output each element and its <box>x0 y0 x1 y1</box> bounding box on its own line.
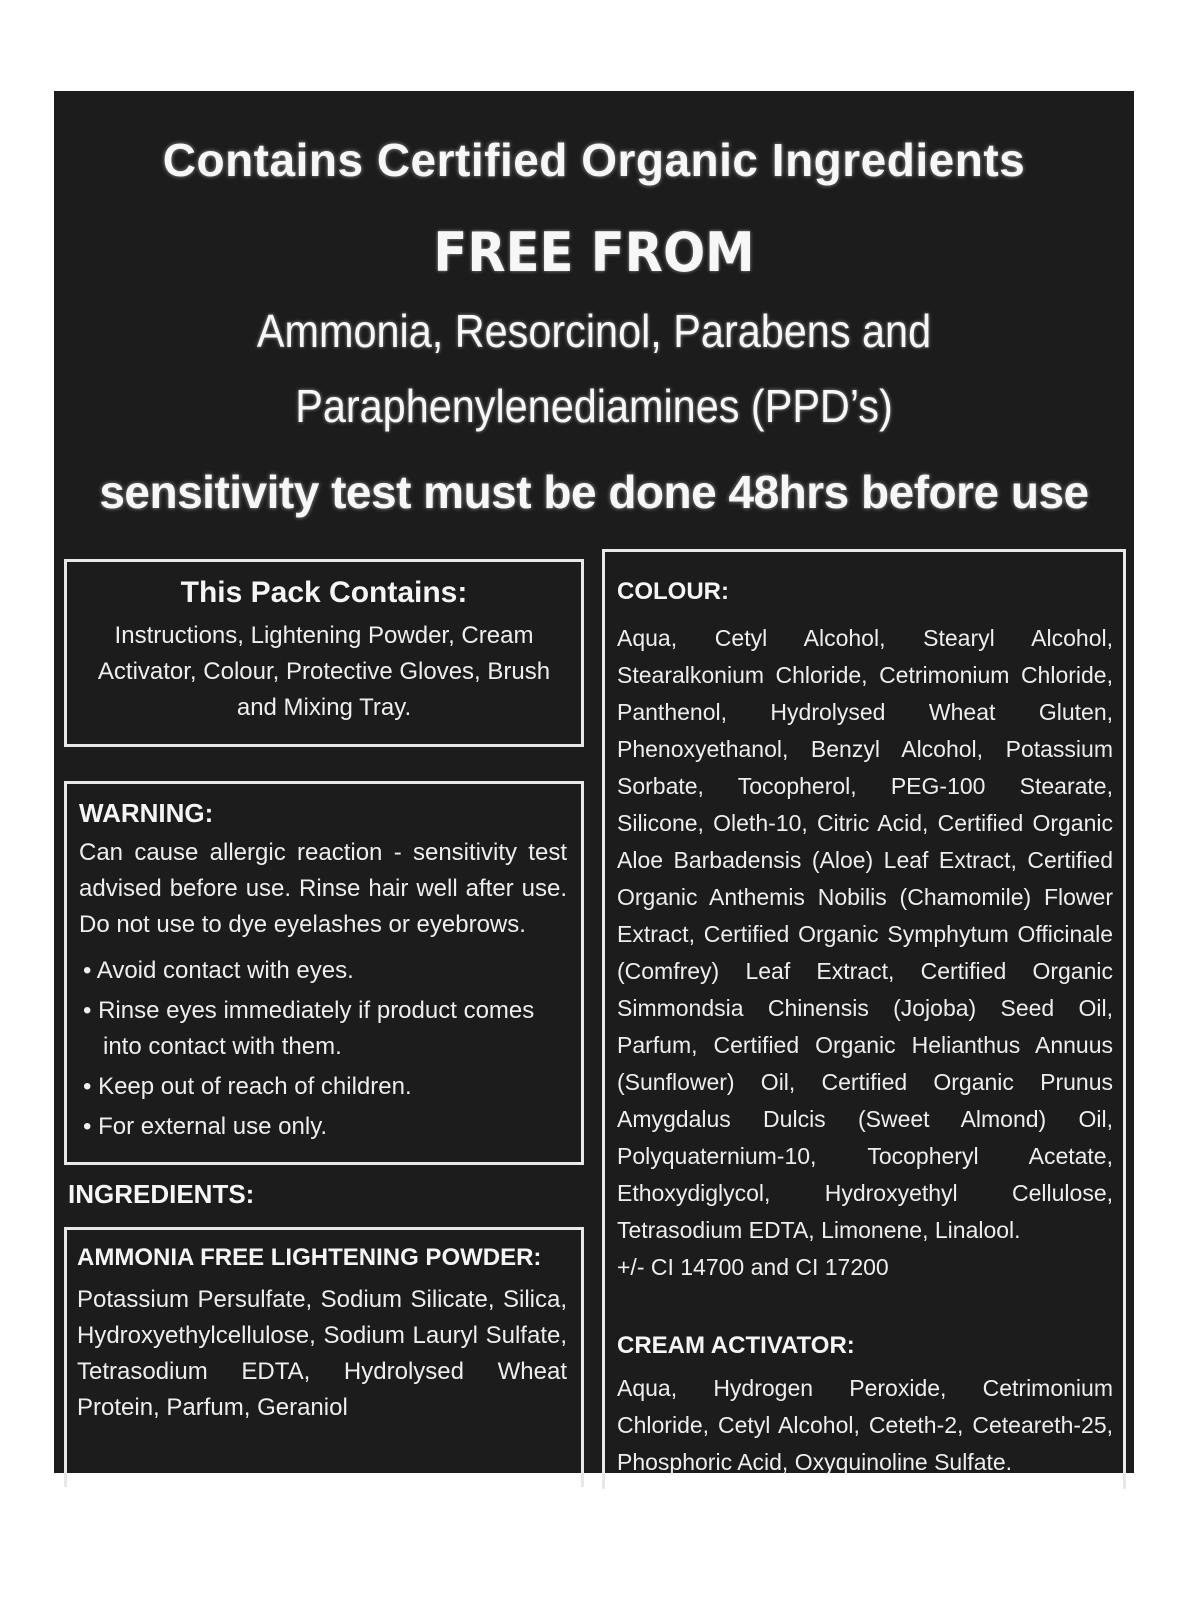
free-from-list-line1: Ammonia, Resorcinol, Parabens and <box>256 305 932 357</box>
free-from-heading: FREE FROM <box>433 221 755 284</box>
warning-text: Can cause allergic reaction - sensitivity test advised before use. Rinse hair well after use. Do not use to dye eyelashes or eyebrows. <box>79 839 567 938</box>
pack-contents-box <box>64 559 584 747</box>
warning-bullet: • Rinse eyes immediately if product comes into contact with them. <box>79 993 567 1065</box>
ingredients-title: INGREDIENTS: <box>68 1179 255 1209</box>
lightening-powder-title: AMMONIA FREE LIGHTENING POWDER: <box>77 1244 542 1271</box>
cream-activator-title: CREAM ACTIVATOR: <box>617 1332 855 1359</box>
product-label-panel <box>54 91 1134 1473</box>
warning-title: WARNING: <box>79 798 214 828</box>
warning-bullet: • Avoid contact with eyes. <box>79 953 567 989</box>
warning-box <box>64 781 584 1165</box>
pack-contents-text: Instructions, Lightening Powder, Cream Activator, Colour, Protective Gloves, Brush and Mixing Tray. <box>97 622 551 721</box>
free-from-list-line2: Paraphenylenediamines (PPD’s) <box>295 380 893 432</box>
pack-contents-title: This Pack Contains: <box>180 576 468 609</box>
warning-bullet: • For external use only. <box>79 1109 567 1145</box>
lightening-powder-ingredients: Potassium Persulfate, Sodium Silicate, Silica, Hydroxyethylcellulose, Sodium Lauryl Sulfate, Tetrasodium EDTA, Hydrolysed Wheat Protein, Parfum, Geraniol <box>77 1286 567 1421</box>
colour-box <box>602 549 1126 1489</box>
lightening-powder-box <box>64 1227 584 1487</box>
colour-ingredients: Aqua, Cetyl Alcohol, Stearyl Alcohol, Stearalkonium Chloride, Cetrimonium Chloride, Panthenol, Hydrolysed Wheat Gluten, Phenoxyethanol, Benzyl Alcohol, Potassium Sorbate, Tocopherol, PEG-100 Stearate, Silicone, Oleth-10, Citric Acid, Certified Organic Aloe Barbadensis (Aloe) Leaf Extract, Certified Organic Anthemis Nobilis (Chamomile) Flower Extract, Certified Organic Symphytum Officinale (Comfrey) Leaf Extract, Certified Organic Simmondsia Chinensis (Jojoba) Seed Oil, Parfum, Certified Organic Helianthus Annuus (Sunflower) Oil, Certified Organic Prunus Amygdalus Dulcis (Sweet Almond) Oil, Polyquaternium-10, Tocopheryl Acetate, Ethoxydiglycol, Hydroxyethyl Cellulose, Tetrasodium EDTA, Limonene, Linalool. <box>617 625 1113 1243</box>
warning-bullet-list <box>79 953 567 1145</box>
organic-heading: Contains Certified Organic Ingredients <box>162 134 1026 186</box>
colour-ci-line: +/- CI 14700 and CI 17200 <box>617 1254 889 1280</box>
warning-bullet: • Keep out of reach of children. <box>79 1069 567 1105</box>
sensitivity-heading: sensitivity test must be done 48hrs before use <box>99 466 1089 518</box>
colour-title: COLOUR: <box>617 578 729 605</box>
cream-activator-ingredients: Aqua, Hydrogen Peroxide, Cetrimonium Chloride, Cetyl Alcohol, Ceteth-2, Ceteareth-25, Phosphoric Acid, Oxyquinoline Sulfate. <box>617 1375 1113 1475</box>
